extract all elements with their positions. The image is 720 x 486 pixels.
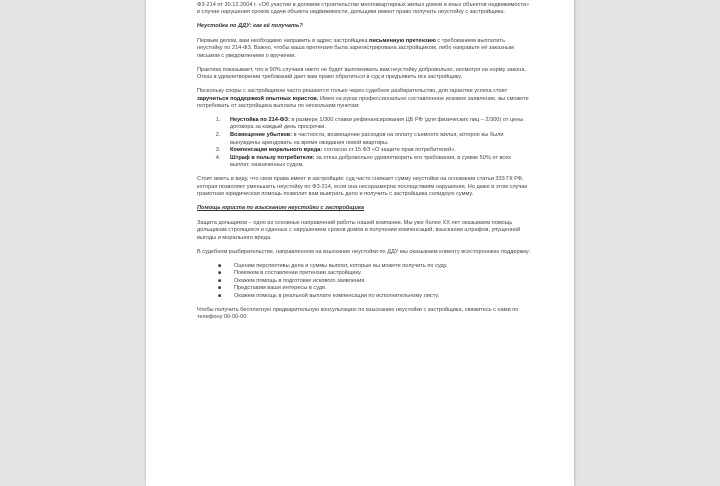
list-item-text: в частности, возмещение расходов на оплату съемного жилья, которое вы были вынуждены арендовать на время ожидания новой квартиры.: [230, 132, 504, 146]
list-item: [222, 155, 532, 170]
list-item-text: Окажем помощь в подготовке искового заявления.: [234, 277, 366, 284]
bullet-icon: ■: [218, 292, 222, 299]
list-item-text: Оценим перспективы дела и суммы выплат, которые вы можете получить по суду.: [234, 262, 448, 269]
list-item: [222, 147, 532, 155]
bullet-icon: ■: [218, 262, 222, 269]
bullet-icon: ■: [218, 285, 222, 292]
claims-list: [197, 117, 532, 170]
list-item-title: Неустойка по 214-ФЗ:: [230, 116, 290, 123]
list-item: [218, 277, 532, 286]
list-item: [222, 132, 532, 147]
paragraph-practice: Практика показывает, что в 90% случаев никто не будет выплачивать вам неустойку добровольно, несмотря на норму закона. Отказ в удовлетворении требований дает вам право обратиться в суд и предъявить иск застройщику.: [197, 66, 527, 81]
list-item-title: Компенсация морального вреда:: [230, 147, 323, 154]
paragraph-support: В судебном разбирательстве, направленном на взыскание неустойки по ДДУ мы оказываем клиенту всестороннюю поддержку:: [197, 248, 531, 255]
list-item-title: Штраф в пользу потребителя:: [230, 154, 315, 161]
heading-penalty: Неустойка по ДДУ: как её получать?: [197, 22, 303, 29]
intro-paragraph: ФЗ-214 от 30.12.2004 г. «Об участии в долевом строительстве многоквартирных жилых домов и иных объектов недвижимости» в случае нарушения сроков сдачи объекта недвижимости, дольщики имеют право получать неустойку с застройщика.: [197, 1, 530, 16]
bold-run: заручиться поддержкой опытных юристов.: [197, 95, 319, 102]
list-item-text: в размере 1/300 ставки рефинансирования ЦБ РФ (для физических лиц – 2/300) от цены договора за каждый день просрочки.: [230, 116, 524, 131]
paragraph-contact: Чтобы получить бесплатную предварительную консультацию по взысканию неустойки с застройщика, свяжитесь с нами по телефону 00-00-00: [197, 306, 519, 321]
list-item: [218, 285, 532, 293]
services-list: [197, 263, 532, 301]
bullet-icon: ■: [218, 277, 222, 284]
paragraph-developer-rights: Стоит иметь в виду, что свои права имеет и застройщик: суд часто снижает сумму неустойки на основании статьи 333 ГК РФ, которая позволяет уменьшить неустойку по ФЗ-214, если она несоразмерна последствиям нарушения. Но даже в этом случае грамотная юридическая помощь позволит вам выиграть дело и получить с застройщика солидную сумму.: [197, 176, 528, 198]
text-run: Имея на руках профессионально составленное исковое заявление, вы сможете потребовать от застройщика выплаты по нескольким пунктам:: [197, 95, 529, 110]
text-run: Первым делом, вам необходимо направить в адрес застройщика: [197, 37, 369, 44]
paragraph-claim: [197, 38, 532, 61]
heading-lawyer-help: Помощь юриста по взысканию неустойки с застройщика: [197, 205, 364, 212]
list-item: [218, 292, 532, 301]
bold-run: письменную претензию: [368, 37, 436, 44]
document-content: [197, 0, 532, 328]
paragraph-company: Защита дольщиков – одно из основных направлений работы нашей компании. Мы уже более XX лет оказываем помощь дольщикам строящихся и сданных с нарушением сроков домов в получении компенсаций, взыскании штрафов, упущенной выгоды и морального вреда.: [197, 219, 521, 241]
list-item-text: Представим ваши интересы в суде.: [234, 285, 327, 292]
text-run: Поскольку споры с застройщиком часто решаются только через судебное разбирательство, для гарантии успеха стоит: [197, 87, 508, 94]
list-item: [218, 270, 532, 278]
document-page: [146, 0, 574, 486]
paragraph-lawyers: [197, 88, 532, 111]
list-item-title: Возмещение убытков:: [230, 132, 293, 139]
list-item-text: согласно ст.15 ФЗ «О защите прав потребителей».: [322, 147, 456, 154]
list-item-text: Окажем помощь в реальной выплате компенсации по исполнительному листу.: [234, 292, 440, 299]
bullet-icon: ■: [218, 270, 222, 277]
list-item-text: Поможем в составлении претензии застройщику.: [234, 270, 362, 277]
list-item: [222, 117, 532, 132]
list-item: [218, 262, 532, 271]
text-run: с требованием выплатить неустойку по 214-ФЗ. Важно, чтобы ваша претензия была зарегистрирована застройщиком, либо направьте её заказным письмом с уведомлением о вручении.: [197, 37, 514, 59]
list-item-text: за отказ добровольно удовлетворить его требования, в сумме 50% от всех выплат, назначенных судом.: [230, 154, 511, 169]
